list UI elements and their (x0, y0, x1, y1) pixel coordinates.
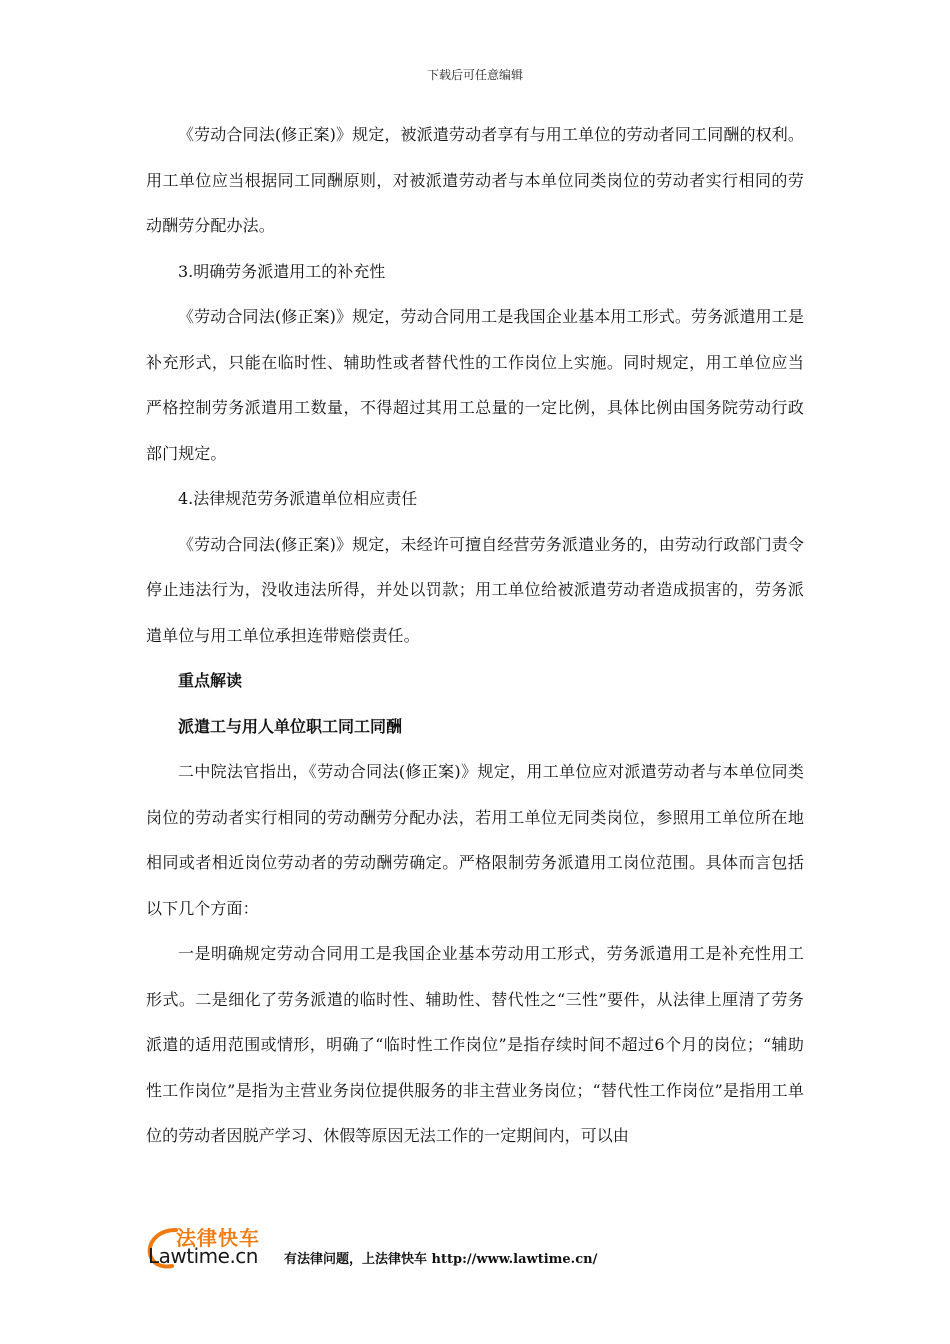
footer-slogan: 有法律问题，上法律快车 http://www.lawtime.cn/ (284, 1252, 598, 1267)
paragraph-supplementary-employment: 《劳动合同法(修正案)》规定，劳动合同用工是我国企业基本用工形式。劳务派遣用工是补充形式，只能在临时性、辅助性或者替代性的工作岗位上实施。同时规定，用工单位应当严格控制劳务派遣用工数量，不得超过其用工总量的一定比例，具体比例由国务院劳动行政部门规定。 (146, 307, 804, 463)
section-heading-supplementary: 3.明确劳务派遣用工的补充性 (178, 261, 386, 281)
page-footer (146, 1222, 846, 1272)
paragraph-equal-pay-rights: 《劳动合同法(修正案)》规定，被派遣劳动者享有与用工单位的劳动者同工同酬的权利。用工单位应当根据同工同酬原则，对被派遣劳动者与本单位同类岗位的劳动者实行相同的劳动酬劳分配办法。 (146, 125, 804, 235)
section-heading-liability: 4.法律规范劳务派遣单位相应责任 (178, 489, 418, 508)
logo-chinese-text: 法律快车 (176, 1226, 260, 1250)
paragraph-judge-statement: 二中院法官指出，《劳动合同法(修正案)》规定，用工单位应对派遣劳动者与本单位同类岗位的劳动者实行相同的劳动酬劳分配办法，若用工单位无同类岗位，参照用工单位所在地相同或者相近岗位劳动者的劳动酬劳确定。严格限制劳务派遣用工岗位范围。具体而言包括以下几个方面： (146, 762, 804, 918)
page-header: 下载后可任意编辑 (426, 68, 523, 82)
paragraph-liability: 《劳动合同法(修正案)》规定，未经许可擅自经营劳务派遣业务的，由劳动行政部门责令停止违法行为，没收违法所得，并处以罚款；用工单位给被派遣劳动者造成损害的，劳务派遣单位与用工单位承担连带赔偿责任。 (146, 534, 804, 645)
document-body (146, 112, 804, 1159)
heading-equal-pay: 派遣工与用人单位职工同工同酬 (178, 716, 403, 736)
logo-english-text: Lawtime.cn (148, 1244, 258, 1268)
lawtime-logo (146, 1222, 282, 1270)
paragraph-three-characteristics: 一是明确规定劳动合同用工是我国企业基本劳动用工形式，劳务派遣用工是补充性用工形式。二是细化了劳务派遣的临时性、辅助性、替代性之“三性”要件，从法律上厘清了劳务派遣的适用范围或情形，明确了“临时性工作岗位”是指存续时间不超过6个月的岗位；“辅助性工作岗位”是指为主营业务岗位提供服务的非主营业务岗位；“替代性工作岗位”是指用工单位的劳动者因脱产学习、休假等原因无法工作的一定期间内，可以由 (146, 944, 804, 1145)
heading-key-interpretation: 重点解读 (178, 671, 243, 690)
